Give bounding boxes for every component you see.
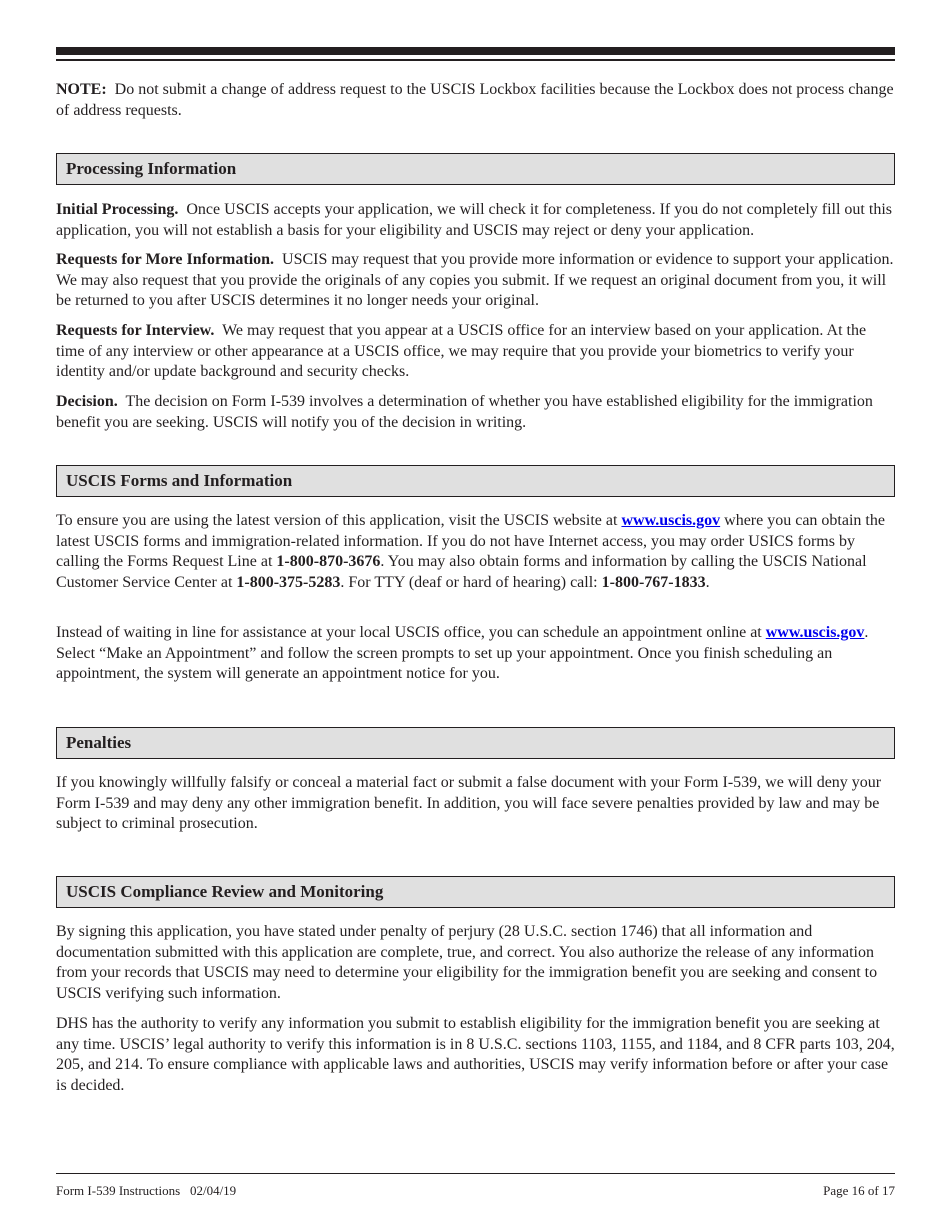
footer-rule	[56, 1173, 895, 1174]
decision-label: Decision.	[56, 393, 118, 410]
footer-page-number: Page 16 of 17	[823, 1183, 895, 1198]
note-text: Do not submit a change of address request to the USCIS Lockbox facilities because the Lockbox does not process change of address requests.	[56, 81, 894, 119]
section-header-forms	[56, 465, 895, 497]
forms-p2-text-b: . Select “Make an Appointment” and follow the screen prompts to set up your appointment. Once you finish scheduling an appointment, the system will generate an appointment notice for you.	[56, 624, 869, 682]
interview-text: We may request that you appear at a USCIS office for an interview based on your application. At the time of any interview or other appearance at a USCIS office, we may require that you provide your biometrics to verify your identity and/or update background and security checks.	[56, 322, 867, 380]
section-title-forms: USCIS Forms and Information	[66, 471, 293, 490]
section-header-penalties	[56, 727, 895, 759]
section-header-processing	[56, 153, 895, 185]
interview-label: Requests for Interview.	[56, 322, 215, 339]
initial-processing-paragraph	[56, 200, 895, 241]
penalties-paragraph	[56, 773, 895, 835]
header-rule-thin	[56, 59, 895, 61]
decision-text: The decision on Form I-539 involves a determination of whether you have established eligibility for the immigration benefit you are seeking. USCIS will notify you of the decision in writing.	[56, 393, 873, 431]
document-page	[56, 0, 895, 1230]
compliance-paragraph-2	[56, 1014, 895, 1096]
nccc-phone: 1-800-375-5283	[236, 573, 341, 591]
forms-p2-text-a: Instead of waiting in line for assistance at your local USCIS office, you can schedule an appointment online at	[56, 624, 766, 641]
uscis-website-link[interactable]: www.uscis.gov	[621, 512, 721, 529]
interview-paragraph	[56, 321, 895, 383]
uscis-appointment-link[interactable]: www.uscis.gov	[765, 624, 865, 641]
forms-p1-text-b: where you can obtain the latest USCIS forms and immigration-related information. If you do not have Internet access, you may order USICS forms by calling the Forms Request Line at	[56, 512, 885, 570]
section-header-compliance	[56, 876, 895, 908]
header-rule-thick	[56, 47, 895, 55]
compliance-p1-text: By signing this application, you have stated under penalty of perjury (28 U.S.C. section 1746) that all information and documentation submitted with this application are complete, true, and correct. You also authorize the release of any information from your records that USCIS may need to determine your eligibility for the immigration benefit you are seeking and consent to USCIS verifying such information.	[56, 923, 878, 1002]
section-title-penalties: Penalties	[66, 733, 132, 752]
forms-p1-text-a: To ensure you are using the latest version of this application, visit the USCIS website at	[56, 512, 622, 529]
note-paragraph	[56, 80, 895, 121]
rfe-paragraph	[56, 250, 895, 312]
forms-p1-text-e: .	[705, 573, 710, 591]
forms-paragraph-2	[56, 623, 895, 685]
tty-phone: 1-800-767-1833	[601, 573, 706, 591]
forms-request-phone: 1-800-870-3676	[276, 553, 381, 570]
section-title-compliance: USCIS Compliance Review and Monitoring	[66, 882, 384, 901]
footer-form-id: Form I-539 Instructions 02/04/19	[56, 1183, 237, 1198]
note-label: NOTE:	[56, 81, 107, 98]
compliance-paragraph-1	[56, 922, 895, 1004]
forms-p1-text-c: . You may also obtain forms and information by calling the USCIS National Customer Service Center at	[56, 553, 867, 591]
rfe-label: Requests for More Information.	[56, 251, 275, 268]
section-title-processing: Processing Information	[66, 159, 237, 178]
decision-paragraph	[56, 392, 895, 433]
forms-paragraph-1	[56, 511, 895, 593]
forms-p1-text-d: . For TTY (deaf or hard of hearing) call:	[340, 573, 602, 591]
initial-processing-label: Initial Processing.	[56, 201, 179, 218]
compliance-p2-text: DHS has the authority to verify any information you submit to establish eligibility for the immigration benefit you are seeking at any time. USCIS’ legal authority to verify this information is in 8 U.S.C. sections 1103, 1155, and 1184, and 8 CFR parts 103, 204, 205, and 214. To ensure compliance with applicable laws and authorities, USCIS may verify information before or after your case is decided.	[56, 1015, 895, 1094]
penalties-text: If you knowingly willfully falsify or conceal a material fact or submit a false document with your Form I-539, we will deny your Form I-539 and may deny any other immigration benefit. In addition, you will face severe penalties provided by law and may be subject to criminal prosecution.	[56, 774, 882, 832]
initial-processing-text: Once USCIS accepts your application, we will check it for completeness. If you do not completely fill out this application, you will not establish a basis for your eligibility and USCIS may reject or deny your application.	[56, 201, 892, 239]
rfe-text: USCIS may request that you provide more information or evidence to support your application. We may also request that you provide the originals of any copies you submit. If we request an original document from you, it will be returned to you after USCIS determines it no longer needs your original.	[56, 251, 894, 309]
